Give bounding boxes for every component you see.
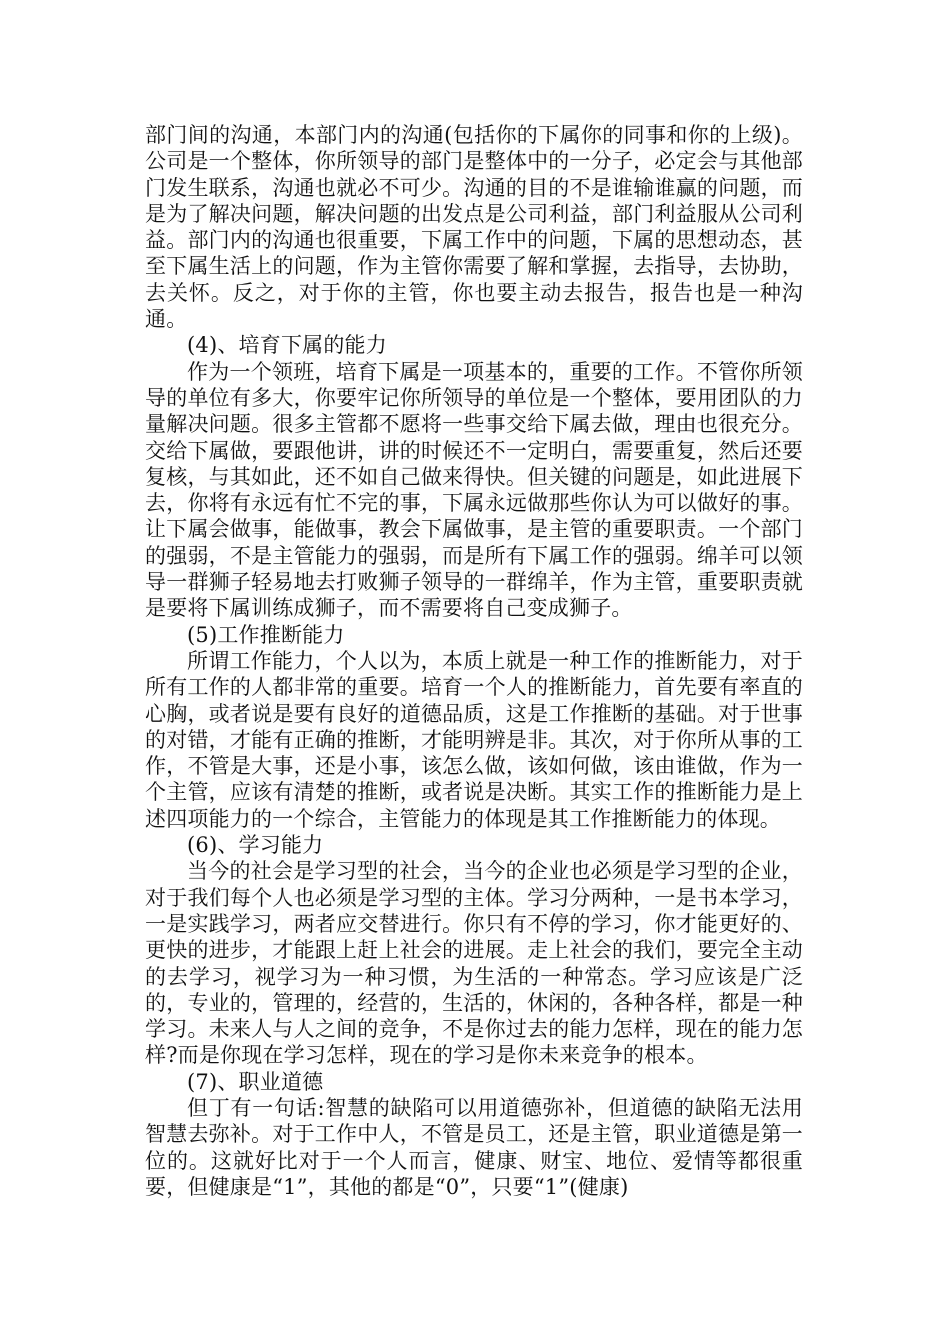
paragraph-communication-continued: 部门间的沟通，本部门内的沟通(包括你的下属你的同事和你的上级)。公司是一个整体，你所领导的部门是整体中的一分子，必定会与其他部门发生联系，沟通也就必不可少。沟通的目的不是谁输谁赢的问题，而是为了解决问题，解决问题的出发点是公司利益，部门利益服从公司利益。部门内的沟通也很重要，下属工作中的问题，下属的思想动态，甚至下属生活上的问题，作为主管你需要了解和掌握，去指导，去协助，去关怀。反之，对于你的主管，你也要主动去报告，报告也是一种沟通。 [145, 123, 803, 332]
paragraph-learning-ability: 当今的社会是学习型的社会，当今的企业也必须是学习型的企业，对于我们每个人也必须是学习型的主体。学习分两种，一是书本学习，一是实践学习，两者应交替进行。你只有不停的学习，你才能更好的、更快的进步，才能跟上赶上社会的进展。走上社会的我们，要完全主动的去学习，视学习为一种习惯，为生活的一种常态。学习应该是广泛的，专业的，管理的，经营的，生活的，休闲的，各种各样，都是一种学习。未来人与人之间的竞争，不是你过去的能力怎样，现在的能力怎样?而是你现在学习怎样，现在的学习是你未来竞争的根本。 [145, 859, 803, 1068]
paragraph-train-subordinates: 作为一个领班，培育下属是一项基本的，重要的工作。不管你所领导的单位有多大，你要牢记你所领导的单位是一个整体，要用团队的力量解决问题。很多主管都不愿将一些事交给下属去做，理由也很充分。交给下属做，要跟他讲，讲的时候还不一定明白，需要重复，然后还要复核，与其如此，还不如自己做来得快。但关键的问题是，如此进展下去，你将有永远有忙不完的事，下属永远做那些你认为可以做好的事。让下属会做事，能做事，教会下属做事，是主管的重要职责。一个部门的强弱，不是主管能力的强弱，而是所有下属工作的强弱。绵羊可以领导一群狮子轻易地去打败狮子领导的一群绵羊，作为主管，重要职责就是要将下属训练成狮子，而不需要将自己变成狮子。 [145, 359, 803, 621]
section-heading-4: (4)、培育下属的能力 [187, 333, 387, 358]
document-page [145, 122, 803, 1200]
section-heading-7: (7)、职业道德 [187, 1069, 324, 1094]
section-heading-5: (5)工作推断能力 [187, 622, 345, 647]
paragraph-professional-ethics: 但丁有一句话:智慧的缺陷可以用道德弥补，但道德的缺陷无法用智慧去弥补。对于工作中人，不管是员工，还是主管，职业道德是第一位的。这就好比对于一个人而言，健康、财宝、地位、爱情等都很重要，但健康是“1”，其他的都是“0”，只要“1”(健康) [145, 1095, 803, 1199]
section-heading-6: (6)、学习能力 [187, 833, 324, 858]
paragraph-judgment-ability: 所谓工作能力，个人以为，本质上就是一种工作的推断能力，对于所有工作的人都非常的重要。培育一个人的推断能力，首先要有率直的心胸，或者说是要有良好的道德品质，这是工作推断的基础。对于世事的对错，才能有正确的推断，才能明辨是非。其次，对于你所从事的工作，不管是大事，还是小事，该怎么做，该如何做，该由谁做，作为一个主管，应该有清楚的推断，或者说是决断。其实工作的推断能力是上述四项能力的一个综合，主管能力的体现是其工作推断能力的体现。 [145, 648, 803, 831]
